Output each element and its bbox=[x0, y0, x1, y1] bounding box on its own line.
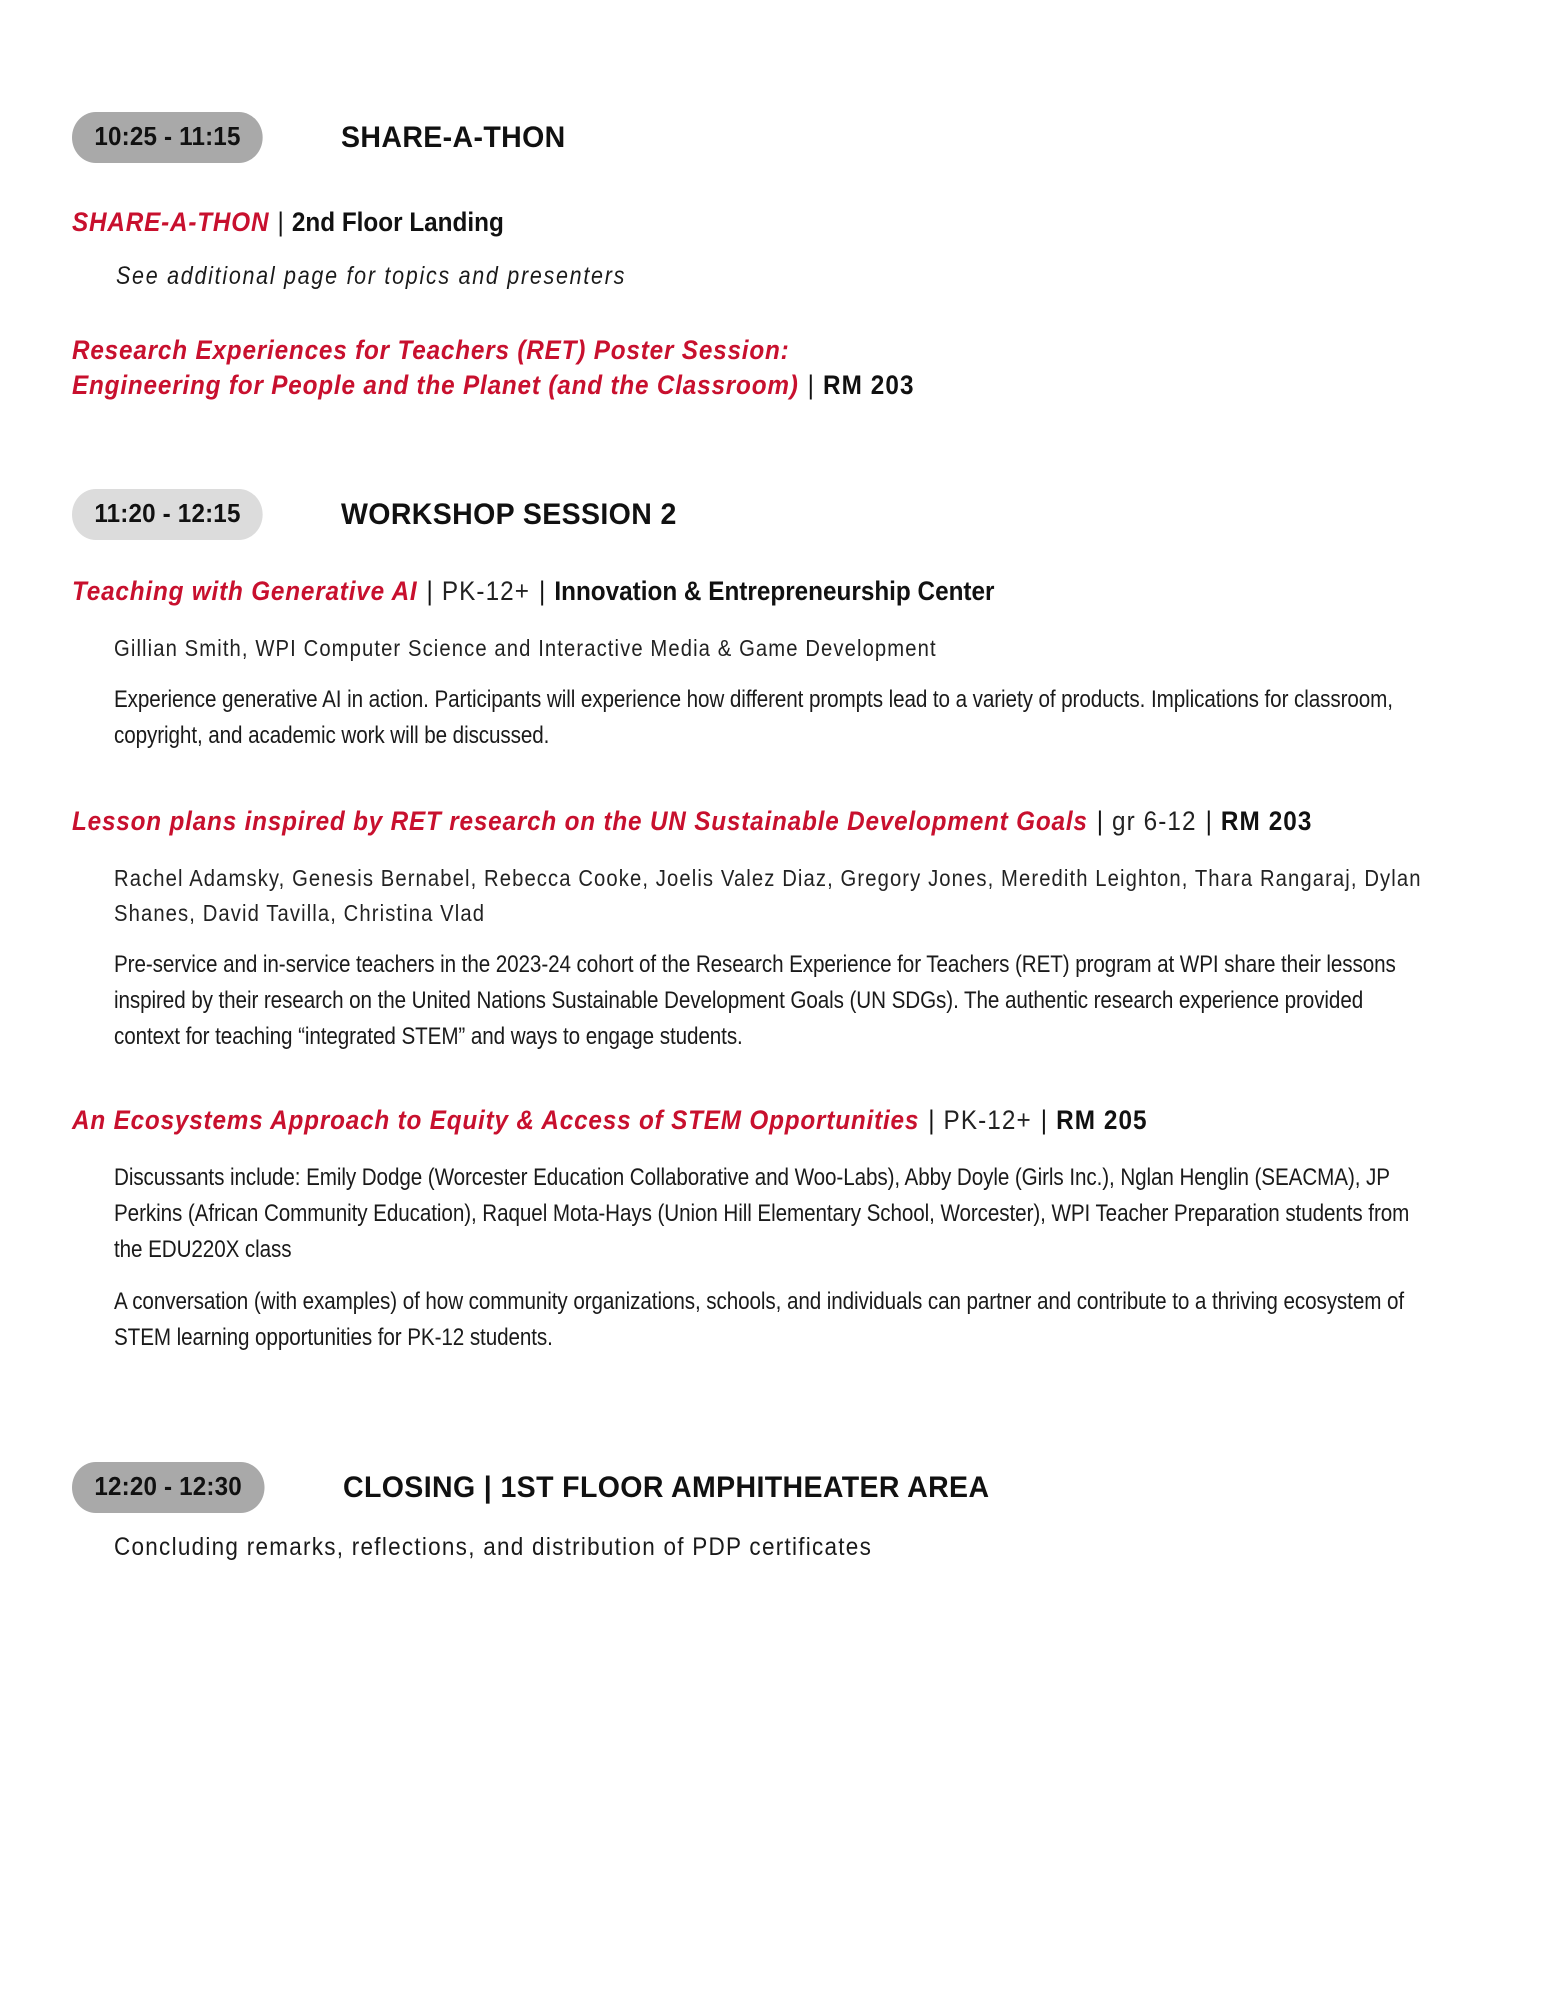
title-separator: | bbox=[539, 576, 546, 607]
block-heading-closing: CLOSING | 1ST FLOOR AMPHITHEATER AREA bbox=[342, 1470, 990, 1504]
session-description-lesson-plans: Pre-service and in-service teachers in the 2023-24 cohort of the Research Experience for Teachers (RET) program at WPI share their lessons inspired by their research on the United Nations Sustainable Development Goals (UN SDGs). The authentic research experience provided context for teaching “integrated STEM” and ways to engage students. bbox=[114, 951, 1396, 1051]
session-presenters-generative-ai: Gillian Smith, WPI Computer Science and Interactive Media & Game Development bbox=[114, 635, 937, 662]
block-heading-share-a-thon: SHARE-A-THON bbox=[341, 120, 566, 154]
session-name-ret-poster-line1: Research Experiences for Teachers (RET) Poster Session: bbox=[72, 335, 790, 366]
session-name-lesson-plans: Lesson plans inspired by RET research on the UN Sustainable Development Goals bbox=[72, 806, 1088, 837]
session-title-share-a-thon bbox=[72, 205, 1472, 240]
session-title-lesson-plans bbox=[72, 804, 1472, 839]
session-title-ret-poster bbox=[72, 333, 1472, 403]
session-presenters-ecosystems: Discussants include: Emily Dodge (Worcester Education Collaborative and Woo-Labs), Abby Doyle (Girls Inc.), Nglan Henglin (SEACMA), JP Perkins (African Community Education), Raquel Mota-Hays (Union Hill Elementary School, Worcester), WPI Teacher Preparation students from the EDU220X class bbox=[114, 1164, 1410, 1264]
title-separator: | bbox=[1096, 806, 1104, 837]
session-presenters-lesson-plans: Rachel Adamsky, Genesis Bernabel, Rebecca Cooke, Joelis Valez Diaz, Gregory Jones, Meredith Leighton, Thara Rangaraj, Dylan Shanes, David Tavilla, Christina Vlad bbox=[114, 865, 1422, 927]
session-location-share-a-thon: 2nd Floor Landing bbox=[291, 207, 504, 237]
session-name-ecosystems: An Ecosystems Approach to Equity & Access of STEM Opportunities bbox=[72, 1105, 920, 1136]
time-block-header-closing bbox=[72, 1462, 1473, 1513]
session-room-lesson-plans: RM 203 bbox=[1220, 806, 1313, 837]
title-separator: | bbox=[277, 207, 284, 237]
title-separator: | bbox=[807, 370, 814, 401]
title-separator: | bbox=[1205, 806, 1212, 837]
session-name-share-a-thon: SHARE-A-THON bbox=[72, 207, 270, 237]
session-room-ecosystems: RM 205 bbox=[1056, 1105, 1148, 1136]
session-grade-ecosystems: PK-12+ bbox=[943, 1105, 1032, 1136]
closing-note: Concluding remarks, reflections, and distribution of PDP certificates bbox=[114, 1533, 873, 1562]
session-location-generative-ai: Innovation & Entrepreneurship Center bbox=[554, 576, 995, 607]
session-description-generative-ai: Experience generative AI in action. Participants will experience how different prompts lead to a variety of products. Implications for classroom, copyright, and academic work will be discussed. bbox=[114, 686, 1393, 750]
title-separator: | bbox=[1040, 1105, 1048, 1136]
block-heading-workshop-2: WORKSHOP SESSION 2 bbox=[341, 497, 678, 531]
time-block-header-share-a-thon bbox=[72, 112, 1473, 163]
session-grade-generative-ai: PK-12+ bbox=[441, 576, 531, 607]
session-room-ret-poster: RM 203 bbox=[822, 370, 915, 401]
session-grade-lesson-plans: gr 6-12 bbox=[1112, 806, 1197, 837]
session-name-generative-ai: Teaching with Generative AI bbox=[72, 576, 418, 607]
title-separator: | bbox=[928, 1105, 935, 1136]
time-block-header-workshop-2 bbox=[72, 489, 1473, 540]
time-pill-1220: 12:20 - 12:30 bbox=[72, 1462, 264, 1513]
session-title-ecosystems bbox=[72, 1103, 1472, 1138]
session-note-share-a-thon: See additional page for topics and presenters bbox=[116, 262, 627, 291]
session-title-generative-ai bbox=[72, 574, 1472, 609]
session-description-ecosystems: A conversation (with examples) of how community organizations, schools, and individuals can partner and contribute to a thriving ecosystem of STEM learning opportunities for PK-12 students. bbox=[114, 1288, 1405, 1352]
session-name-ret-poster-line2: Engineering for People and the Planet (and the Classroom) bbox=[72, 370, 799, 401]
time-pill-1120: 11:20 - 12:15 bbox=[72, 489, 263, 540]
time-pill-1025: 10:25 - 11:15 bbox=[72, 112, 263, 163]
title-separator: | bbox=[426, 576, 433, 607]
